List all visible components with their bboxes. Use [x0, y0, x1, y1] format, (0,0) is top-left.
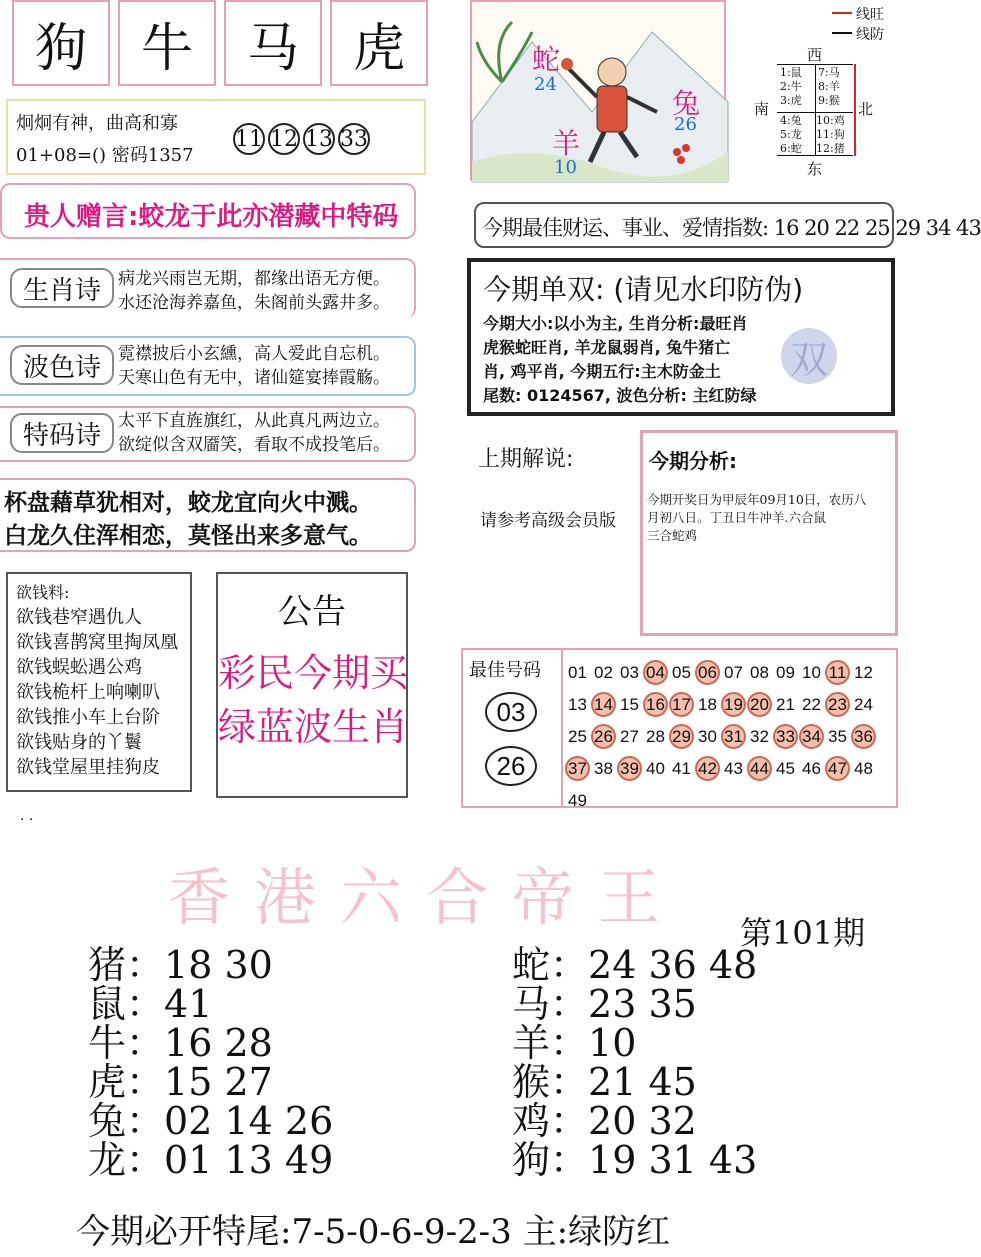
grid-number-26: 26: [591, 724, 616, 749]
zodiac-nums: 01 13 49: [164, 1138, 334, 1182]
zodiac-row: [512, 1021, 757, 1065]
best-divider: [561, 650, 563, 806]
grid-number-20: 20: [747, 692, 772, 717]
last-period-note: 请参考高级会员版: [480, 511, 616, 531]
compass-cell: 9:猴: [818, 94, 840, 107]
zodiac-row: [88, 943, 333, 987]
zodiac-colon: ：: [550, 943, 589, 987]
zodiac-illustration: [470, 0, 726, 180]
rabbit-number: 26: [674, 114, 697, 135]
grid-number-17: 17: [669, 692, 694, 717]
zodiac-nums: 41: [164, 982, 213, 1026]
zodiac-nums: 20 32: [588, 1099, 697, 1143]
zodiac-row: [88, 982, 333, 1026]
compass-ne: [818, 66, 840, 108]
goat-label: 羊: [552, 127, 581, 160]
sd-line: 虎猴蛇旺肖, 羊龙鼠弱肖, 兔牛猪亡: [483, 338, 731, 357]
zodiac-nums: 19 31 43: [588, 1138, 758, 1182]
poem-wave-line-1: 霓襟披后小玄纁，高人爱此自忘机。: [118, 344, 390, 364]
period-number: 第101期: [740, 914, 866, 952]
grid-number-19: 19: [721, 692, 746, 717]
grid-number-46: 46: [802, 758, 821, 778]
legend-red-text: 线旺: [856, 7, 884, 23]
sd-line: 尾数: 0124567, 波色分析: 主红防绿: [483, 386, 757, 405]
single-double-body: [483, 312, 757, 408]
compass-cell: 1:鼠: [780, 66, 802, 79]
money-item: 欲钱桅杆上响喇叭: [16, 682, 160, 703]
grid-number-33: 33: [773, 724, 798, 749]
analysis-line: 月初八日。丁丑日牛冲羊.六合鼠: [647, 510, 826, 525]
money-title: 欲钱料:: [16, 583, 70, 602]
money-item: 欲钱巷窄遇仇人: [16, 607, 142, 628]
grid-number-06: 06: [695, 660, 720, 685]
riddle-box: [6, 99, 426, 175]
grid-number-37: 37: [565, 756, 590, 781]
zodiac-name: 兔: [88, 1099, 127, 1143]
grid-number-08: 08: [750, 662, 769, 682]
zodiac-nums: 21 45: [588, 1060, 697, 1104]
zodiac-row: [512, 982, 757, 1026]
zodiac-nums: 02 14 26: [164, 1099, 334, 1143]
banner-title: 香港六合帝王: [168, 861, 685, 934]
poem-wave-line-2: 天寒山色有无中，诸仙筵宴捧霞觞。: [118, 368, 390, 388]
zodiac-colon: ：: [126, 1099, 165, 1143]
rabbit-label: 兔: [672, 87, 701, 120]
grid-number-35: 35: [828, 726, 847, 746]
zodiac-colon: ：: [126, 982, 165, 1026]
grid-number-01: 01: [568, 662, 587, 682]
fortune-text: 今期最佳财运、事业、爱情指数: 16 20 22 25 29 34 43: [482, 216, 981, 240]
single-double-box: [467, 258, 895, 416]
sd-line: 今期大小:以小为主, 生肖分析:最旺肖: [483, 314, 748, 333]
grid-number-45: 45: [776, 758, 795, 778]
compass-se: [816, 114, 845, 156]
zodiac-name: 蛇: [512, 943, 551, 987]
compass-sw: [780, 114, 802, 156]
grid-number-43: 43: [724, 758, 743, 778]
grid-number-13: 13: [568, 694, 587, 714]
zodiac-box-2: 牛: [118, 0, 216, 86]
zodiac-row: [88, 1021, 333, 1065]
zodiac-list-right: [512, 943, 758, 1182]
poem-tag-wave: 波色诗: [10, 345, 114, 385]
zodiac-nums: 24 36 48: [588, 943, 758, 987]
poem-special-line-2: 欲绽似含双靥笑，看取不成投笔后。: [118, 435, 390, 455]
poem-special-line-1: 太平下直旌旗红，从此真凡两边立。: [118, 411, 390, 431]
money-item: 欲钱贴身的丫鬟: [16, 732, 142, 753]
compass-cell: 5:龙: [780, 128, 802, 141]
zodiac-name: 牛: [88, 1021, 127, 1065]
best-pick-1: 03: [485, 692, 537, 732]
last-period-title: 上期解说:: [478, 447, 574, 472]
dots: . .: [20, 808, 34, 824]
zodiac-name: 鸡: [512, 1099, 551, 1143]
single-double-title: 今期单双: (请见水印防伪): [483, 273, 804, 306]
compass-cell: 11:狗: [816, 128, 845, 141]
zodiac-colon: ：: [550, 1021, 589, 1065]
grid-number-05: 05: [672, 662, 691, 682]
analysis-title: 今期分析:: [649, 449, 737, 473]
sd-line: 肖, 鸡平肖, 今期五行:主木防金土: [483, 362, 721, 381]
zodiac-name: 龙: [88, 1138, 127, 1182]
compass-cell: 2:牛: [780, 80, 802, 93]
riddle-line-2: 01+08=() 密码1357: [16, 145, 194, 166]
poem-tag-zodiac: 生肖诗: [10, 268, 114, 308]
zodiac-row: [512, 1138, 758, 1182]
best-pick-2: 26: [485, 746, 537, 786]
zodiac-colon: ：: [550, 982, 589, 1026]
zodiac-row: [512, 1060, 757, 1104]
watermark-stamp: 双: [781, 328, 837, 384]
zodiac-nums: 15 27: [164, 1060, 273, 1104]
compass: [750, 0, 900, 185]
zodiac-name: 猴: [512, 1060, 551, 1104]
money-item: 欲钱堂屋里挂狗皮: [16, 757, 160, 778]
analysis-line: 三合蛇鸡: [647, 528, 698, 543]
big-verse-line-1: 杯盘藉草犹相对，蛟龙宜向火中溅。: [4, 490, 372, 516]
analysis-box: [640, 430, 898, 636]
zodiac-colon: ：: [126, 1021, 165, 1065]
zodiac-row: [88, 1060, 333, 1104]
grid-number-16: 16: [643, 692, 668, 717]
grid-number-40: 40: [646, 758, 665, 778]
grid-number-04: 04: [643, 660, 668, 685]
compass-north: 北: [858, 100, 874, 118]
analysis-line: 今期开奖日为甲辰年09月10日，农历八: [647, 492, 867, 507]
zodiac-nums: 23 35: [588, 982, 697, 1026]
compass-line-red: [854, 64, 856, 156]
zodiac-colon: ：: [550, 1060, 589, 1104]
zodiac-row: [88, 1099, 334, 1143]
riddle-circled-numbers: [230, 123, 370, 155]
zodiac-colon: ：: [550, 1138, 589, 1182]
grid-number-48: 48: [854, 758, 873, 778]
compass-cell: 3:虎: [780, 94, 802, 107]
poem-zodiac-line-2: 水还沧海养嘉鱼，朱阁前头露井多。: [118, 293, 390, 313]
zodiac-name: 狗: [512, 1138, 551, 1182]
compass-cell: 7:马: [818, 66, 840, 79]
grid-number-36: 36: [851, 724, 876, 749]
grid-number-34: 34: [799, 724, 824, 749]
notice-title: 公告: [278, 592, 346, 632]
zodiac-row: [512, 1099, 757, 1143]
grid-number-25: 25: [568, 726, 587, 746]
grid-number-49: 49: [568, 790, 587, 810]
zodiac-name: 马: [512, 982, 551, 1026]
compass-east: 东: [807, 160, 823, 178]
poem-tag-special: 特码诗: [10, 413, 114, 453]
zodiac-list-left: [88, 943, 334, 1182]
gift-words-box: [0, 183, 416, 239]
money-item: 欲钱喜鹊窝里掏凤凰: [16, 632, 178, 653]
goat-number: 10: [554, 157, 577, 178]
zodiac-box-4: 虎: [330, 0, 428, 86]
zodiac-colon: ：: [126, 1138, 165, 1182]
grid-number-02: 02: [594, 662, 613, 682]
notice-box: [216, 572, 408, 798]
grid-number-44: 44: [747, 756, 772, 781]
zodiac-box-1: 狗: [12, 0, 110, 86]
grid-number-32: 32: [750, 726, 769, 746]
circled-number: 12: [268, 123, 300, 155]
legend-black-line: [832, 32, 852, 34]
zodiac-nums: 16 28: [164, 1021, 273, 1065]
compass-cell: 6:蛇: [780, 142, 802, 155]
circled-number: 11: [233, 123, 265, 155]
number-grid: [565, 660, 895, 820]
zodiac-row: [88, 1138, 334, 1182]
zodiac-nums: 18 30: [164, 943, 273, 987]
grid-number-38: 38: [594, 758, 613, 778]
zodiac-nums: 10: [588, 1021, 637, 1065]
compass-nw: [780, 66, 802, 108]
best-title: 最佳号码: [469, 660, 541, 681]
best-numbers-box: [461, 648, 898, 808]
zodiac-name: 羊: [512, 1021, 551, 1065]
grid-number-07: 07: [724, 662, 743, 682]
legend-red-line: [832, 12, 852, 14]
compass-cell: 12:猪: [816, 142, 845, 155]
grid-number-21: 21: [776, 694, 795, 714]
grid-number-10: 10: [802, 662, 821, 682]
legend-black-text: 线防: [856, 27, 884, 43]
compass-cell: 8:羊: [818, 80, 840, 93]
money-box: [6, 572, 192, 792]
grid-number-23: 23: [825, 692, 850, 717]
zodiac-colon: ：: [126, 1060, 165, 1104]
grid-number-28: 28: [646, 726, 665, 746]
compass-cell: 4:兔: [780, 114, 802, 127]
riddle-line-1: 炯炯有神，曲高和寡: [16, 113, 178, 134]
money-list: [16, 605, 178, 780]
grid-number-39: 39: [617, 756, 642, 781]
big-verse-line-2: 白龙久住浑相恋，莫怪出来多意气。: [4, 523, 372, 549]
grid-number-03: 03: [620, 662, 639, 682]
grid-number-42: 42: [695, 756, 720, 781]
zodiac-name: 虎: [88, 1060, 127, 1104]
compass-cell: 10:鸡: [816, 114, 845, 127]
zodiac-colon: ：: [126, 943, 165, 987]
big-verse-box: [0, 478, 416, 552]
grid-number-47: 47: [825, 756, 850, 781]
compass-south: 南: [754, 100, 770, 118]
grid-number-14: 14: [591, 692, 616, 717]
grid-number-24: 24: [854, 694, 873, 714]
notice-line-1: 彩民今期买: [218, 651, 409, 695]
zodiac-colon: ：: [550, 1099, 589, 1143]
special-tail: 今期必开特尾:7-5-0-6-9-2-3 主:绿防红: [76, 1212, 671, 1252]
money-item: 欲钱蜈蚣遇公鸡: [16, 657, 142, 678]
grid-number-12: 12: [854, 662, 873, 682]
compass-west: 西: [807, 46, 823, 64]
circled-number: 33: [338, 123, 370, 155]
gift-words: 贵人赠言:蛟龙于此亦潜藏中特码: [24, 202, 399, 232]
zodiac-name: 鼠: [88, 982, 127, 1026]
grid-number-31: 31: [721, 724, 746, 749]
money-item: 欲钱推小车上台阶: [16, 707, 160, 728]
analysis-text: [647, 491, 866, 545]
grid-number-11: 11: [825, 660, 850, 685]
fortune-box: [474, 202, 981, 248]
zodiac-row: [512, 943, 758, 987]
grid-number-15: 15: [620, 694, 639, 714]
snake-number: 24: [534, 74, 557, 95]
grid-number-41: 41: [672, 758, 691, 778]
circled-number: 13: [303, 123, 335, 155]
grid-number-29: 29: [669, 724, 694, 749]
grid-number-27: 27: [620, 726, 639, 746]
snake-label: 蛇: [532, 43, 561, 76]
notice-line-2: 绿蓝波生肖: [218, 705, 409, 749]
grid-number-22: 22: [802, 694, 821, 714]
zodiac-name: 猪: [88, 943, 127, 987]
poem-zodiac-line-1: 病龙兴雨岂无期，都缘出语无方便。: [118, 269, 390, 289]
grid-number-18: 18: [698, 694, 717, 714]
zodiac-box-3: 马: [224, 0, 322, 86]
grid-number-30: 30: [698, 726, 717, 746]
grid-number-09: 09: [776, 662, 795, 682]
